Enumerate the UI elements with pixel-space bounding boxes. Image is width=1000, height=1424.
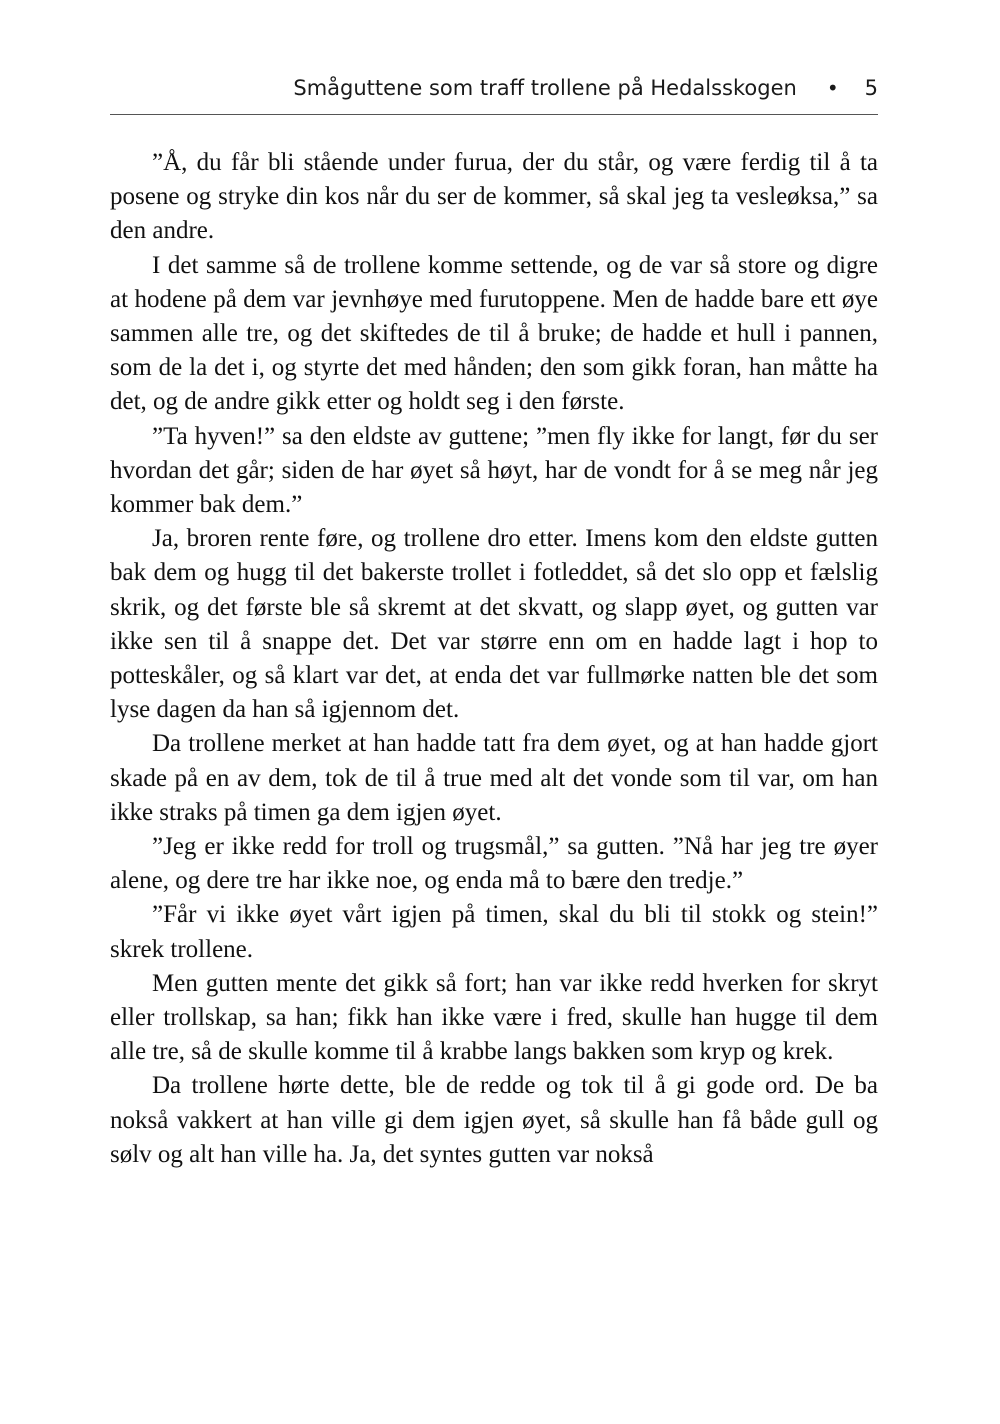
paragraph: Men gutten mente det gikk så fort; han var ikke redd hverken for skryt eller trollskap, sa han; fikk han ikke være i fred, skulle han hugge til dem alle tre, så de skulle komme til å krabbe langs bakken som kryp og krek.	[110, 969, 878, 1066]
paragraph: ”Jeg er ikke redd for troll og trugsmål,” sa gutten. ”Nå har jeg tre øyer alene, og dere tre har ikke noe, og enda må to bære den tredje.”	[110, 833, 878, 895]
page-number: 5	[864, 76, 878, 100]
running-header	[110, 72, 878, 104]
paragraph: Ja, broren rente føre, og trollene dro etter. Imens kom den eldste gutten bak dem og hugg til det bakerste trollet i fotleddet, så det slo opp et fælslig skrik, og det første ble så skremt at det skvatt, og slapp øyet, og gutten var ikke sen til å snappe det. Det var større enn om en hadde lagt i hop to potteskåler, og så klart var det, at enda det var fullmørke natten ble det som lyse dagen da han så igjennom det.	[110, 525, 878, 724]
paragraph: Da trollene merket at han hadde tatt fra dem øyet, og at han hadde gjort skade på en av dem, tok de til å true med alt det vonde som til var, om han ikke straks på timen ga dem igjen øyet.	[110, 730, 878, 826]
paragraph: Da trollene hørte dette, ble de redde og tok til å gi gode ord. De ba nokså vakkert at han ville gi dem igjen øyet, så skulle han få både gull og sølv og alt han ville ha. Ja, det syntes gutten var nokså	[110, 1072, 878, 1168]
chapter-title: Småguttene som traff trollene på Hedalsskogen	[293, 76, 797, 100]
paragraph: ”Ta hyven!” sa den eldste av guttene; ”men fly ikke for langt, før du ser hvordan det går; siden de har øyet så høyt, har de vondt for å se meg når jeg kommer bak dem.”	[110, 422, 878, 519]
paragraph: I det samme så de trollene komme settende, og de var så store og digre at hodene på dem var jevnhøye med furutoppene. Men de hadde bare ett øye sammen alle tre, og det skiftedes de til å bruke; de hadde et hull i pannen, som de la det i, og styrte det med hånden; den som gikk foran, han måtte ha det, og de andre gikk etter og holdt seg i den første.	[110, 251, 878, 416]
header-separator: •	[826, 76, 839, 100]
header-rule	[110, 114, 878, 115]
paragraph: ”Får vi ikke øyet vårt igjen på timen, skal du bli til stokk og stein!” skrek trollene.	[110, 901, 878, 963]
paragraph: ”Å, du får bli stående under furua, der du står, og være ferdig til å ta posene og stryke din kos når du ser de kommer, så skal jeg ta vesleøksa,” sa den andre.	[110, 149, 878, 245]
body-text	[110, 146, 878, 1172]
